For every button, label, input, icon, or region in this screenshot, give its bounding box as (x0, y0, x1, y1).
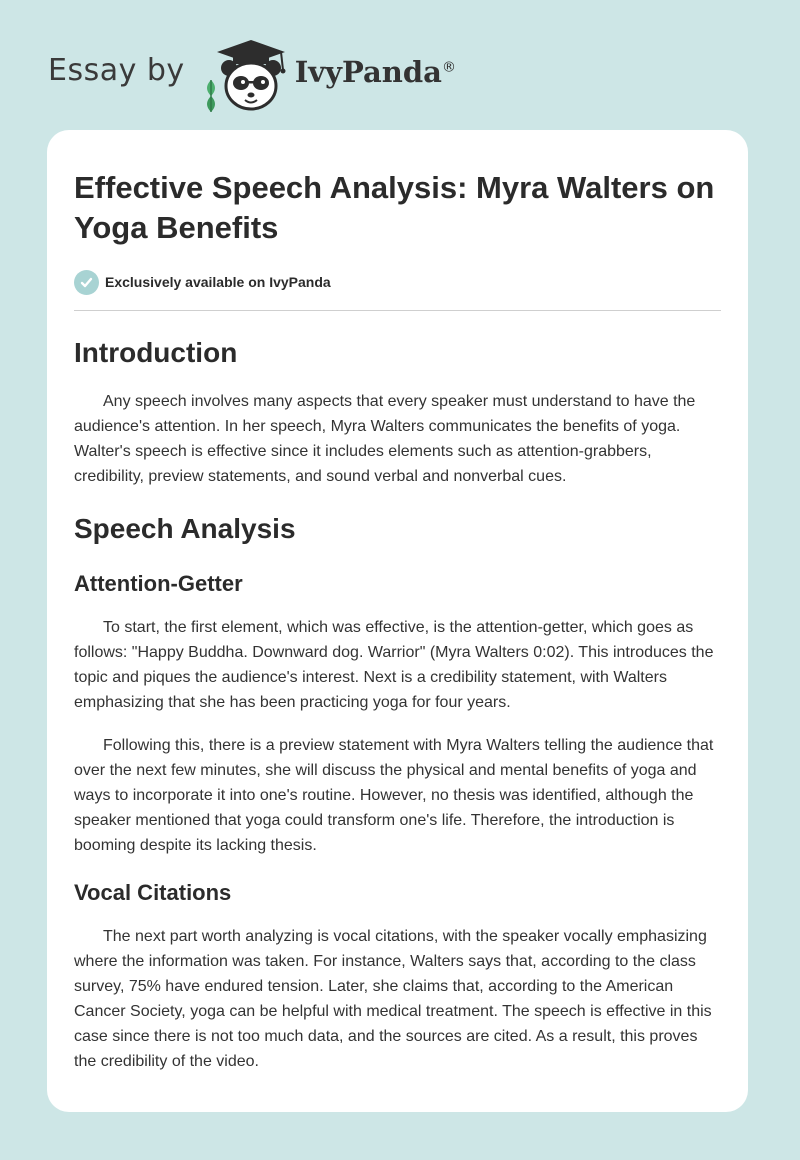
paragraph-intro: Any speech involves many aspects that every speaker must understand to have the audience's attention. In her speech, Myra Walters communicates the benefits of yoga. Walter's speech is effective since it includes elements such as attention-grabbers, credibility, preview statements, and sound verbal and nonverbal cues. (74, 393, 696, 485)
brand-prefix: Essay by (48, 52, 185, 88)
article-title: Effective Speech Analysis: Myra Walters on Yoga Benefits (74, 170, 715, 245)
heading-speech-analysis: Speech Analysis (74, 513, 296, 544)
article-card (47, 130, 748, 1112)
heading-vocal-citations: Vocal Citations (74, 880, 232, 905)
heading-attention-getter: Attention-Getter (74, 571, 243, 596)
brand-name: IvyPanda® (294, 55, 456, 89)
paragraph-attention-2: Following this, there is a preview statement with Myra Walters telling the audience that over the next few minutes, she will discuss the physical and mental benefits of yoga and ways to incorporate it into one's routine. However, no thesis was identified, although the speaker mentioned that yoga could transform one's life. Therefore, the introduction is booming despite its lacking thesis. (74, 737, 714, 854)
panda-graduate-icon (199, 34, 291, 114)
exclusive-label: Exclusively available on IvyPanda (105, 274, 331, 290)
exclusive-badge (74, 268, 721, 296)
paragraph-attention-1: To start, the first element, which was effective, is the attention-getter, which goes as follows: "Happy Buddha. Downward dog. Warrior" (Myra Walters 0:02). This introduces the topic and piques the audience's interest. Next is a credibility statement, with Walters emphasizing that she has been practicing yoga for four years. (74, 619, 714, 711)
paragraph-vocal-1: The next part worth analyzing is vocal citations, with the speaker vocally emphasizing where the information was taken. For instance, Walters says that, according to the class survey, 75% have endured tension. Later, she claims that, according to the American Cancer Society, yoga can be helpful with medical treatment. The speech is effective in this case since there is not too much data, and the sources are cited. As a result, this proves the credibility of the video. (74, 928, 712, 1070)
divider (74, 310, 721, 311)
check-circle-icon (74, 270, 99, 295)
heading-introduction: Introduction (74, 337, 238, 368)
brand-header[interactable] (48, 34, 456, 114)
